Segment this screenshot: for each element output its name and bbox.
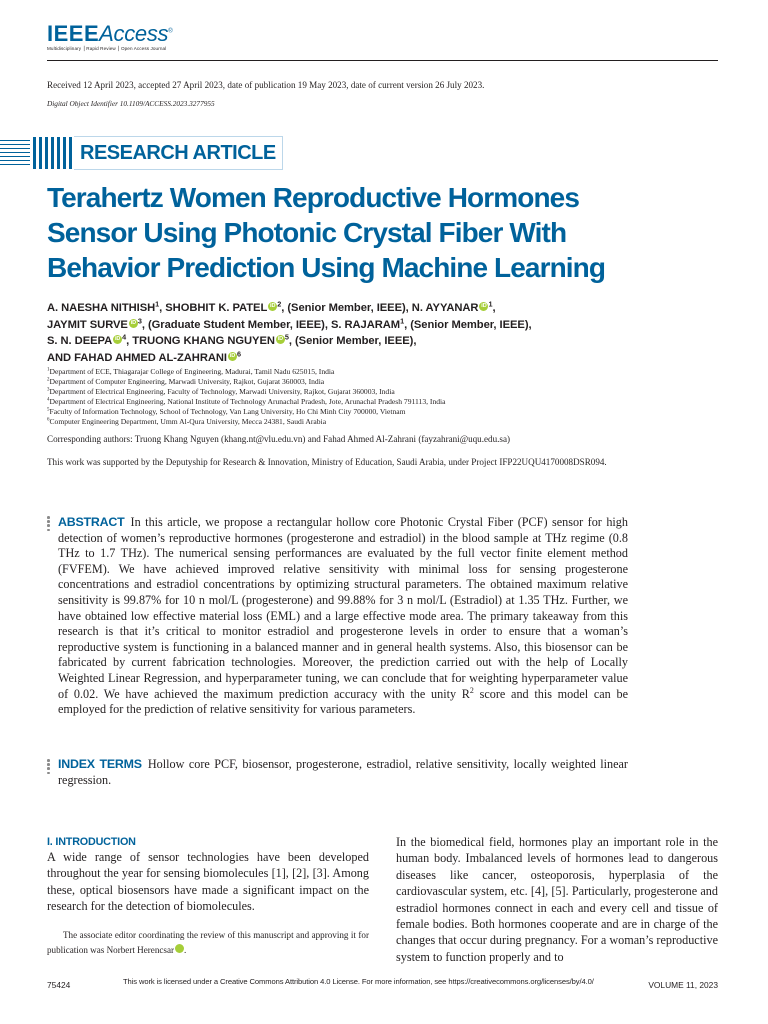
author-name[interactable]: TRUONG KHANG NGUYEN bbox=[132, 335, 275, 348]
journal-logo[interactable] bbox=[47, 22, 173, 54]
editor-footnote: The associate editor coordinating the review of this manuscript and approving it for publication was Norbert Herencsar iD. bbox=[47, 930, 369, 955]
author-name[interactable]: JAYMIT SURVE bbox=[47, 318, 128, 331]
abstract-block: ABSTRACT In this article, we propose a rectangular hollow core Photonic Crystal Fiber (PCF) sensor for high detection of women’s reproductive hormones (progesterone and estradiol) in the blood sample at THz regime (0.8 THz to 1.7 THz). The numerical sensing performances are evaluated by the full vector finite element method (FVFEM). We have achieved improved relative sensitivity with minimal loss for sensing progesterone concentrations and estradiol concentrations by optimizing structural parameters. The obtained maximum relative sensitivity is 99.87% for 10 n mol/L (progesterone) and 99.88% for 3 n mol/L (Estradiol) at 1.35 THz. Further, we have obtained low effective material loss (EML) and a large effective mode area. The primary takeaway from this research is that it’s critical to monitor estradiol and progesterone levels in order to ensure that a woman’s reproductive system is functioning in a balanced manner and in general health systems. Also, this biosensor can be fabricated by current fabrication technologies. Moreover, the prediction carried out with the help of Locally Weighted Linear Regression, and hyperparameter tuning, we can conclude that for weighting hyperparameter value of 0.02. We have achieved the maximum prediction accuracy with the unity $R^2$ score and this model can be employed for the prediction of relative sensitivity for various parameters. bbox=[58, 515, 628, 717]
article-type-banner bbox=[0, 134, 276, 172]
author-name[interactable]: N. AYYANAR bbox=[411, 302, 479, 314]
orcid-icon[interactable]: iD bbox=[229, 352, 236, 359]
affiliation-item: $^2$Department of Computer Engineering, Marwadi University, Rajkot, Gujarat 360003, India bbox=[47, 377, 325, 386]
affiliation-item: $^4$Department of Electrical Engineering, National Institute of Technology Arunachal Pradesh, Jote, Arunachal Pradesh 791113, India bbox=[47, 397, 446, 406]
intro-paragraph-right: In the biomedical field, hormones play an important role in the human body. Imbalanced levels of hormones lead to dangerous diseases like cancer, osteoporosis, hyperplasia of the cardiovascular system, etc. [4], [5]. Particularly, progesterone and estradiol hormones connect in each and every cell and tissue of female bodies. Both hormones cooperate and are in charge of the changes that occur during pregnancy. For a woman’s reproductive system to function properly and to bbox=[396, 835, 718, 964]
abstract-label: ABSTRACT bbox=[58, 515, 125, 529]
journal-tagline: Multidisciplinary ⎟ Rapid Review ⎟ Open Access Journal bbox=[47, 46, 167, 51]
orcid-icon[interactable]: iD bbox=[277, 336, 284, 343]
article-type-label: RESEARCH ARTICLE bbox=[74, 136, 283, 170]
author-name[interactable]: SHOBHIT K. PATEL bbox=[165, 302, 268, 314]
affiliation-item: $^6$Computer Engineering Department, Umm Al-Qura University, Mecca 24381, Saudi Arabia bbox=[47, 417, 327, 426]
doi-line[interactable]: Digital Object Identifier 10.1109/ACCESS.2023.3277955 bbox=[47, 99, 215, 108]
publication-dates: Received 12 April 2023, accepted 27 April 2023, date of publication 19 May 2023, date of current version 26 July 2023. bbox=[47, 80, 485, 90]
left-column bbox=[47, 835, 369, 915]
abstract-dots-icon bbox=[47, 516, 51, 533]
orcid-icon[interactable]: iD bbox=[270, 303, 276, 309]
index-terms-block: INDEX TERMS Hollow core PCF, biosensor, progesterone, estradiol, relative sensitivity, locally weighted linear regression. bbox=[58, 757, 628, 787]
orcid-icon[interactable]: iD bbox=[175, 944, 184, 953]
paper-title: Terahertz Women Reproductive Hormones Sensor Using Photonic Crystal Fiber With Behavior Prediction Using Machine Learning bbox=[47, 182, 606, 283]
banner-stripes-icon bbox=[0, 134, 72, 172]
journal-wordmark: IEEEAccess® bbox=[47, 21, 173, 46]
page-number: 75424 bbox=[47, 980, 71, 990]
section-heading: I. INTRODUCTION bbox=[47, 836, 136, 848]
volume-info: VOLUME 11, 2023 bbox=[648, 980, 718, 990]
header-divider bbox=[47, 60, 718, 61]
intro-paragraph-left: A wide range of sensor technologies have been developed throughout the year for sensing biomolecules [1], [2], [3]. Among these, optical biosensors have made a significant impact on the research for the detection of biomolecules. bbox=[47, 850, 369, 914]
index-terms-label: INDEX TERMS bbox=[58, 757, 142, 771]
affiliation-item: $^1$Department of ECE, Thiagarajar College of Engineering, Madurai, Tamil Nadu 625015, India bbox=[47, 367, 335, 376]
corresponding-authors: Corresponding authors: Truong Khang Nguyen (khang.nt@vlu.edu.vn) and Fahad Ahmed Al-Zahrani (fayzahrani@uqu.edu.sa) bbox=[47, 434, 511, 444]
funding-note: This work was supported by the Deputyship for Research & Innovation, Ministry of Education, Saudi Arabia, under Project IFP22UQU4170008DSR094. bbox=[47, 457, 607, 467]
affiliation-item: $^5$Faculty of Information Technology, School of Technology, Van Lang University, Ho Chi Minh City 700000, Vietnam bbox=[47, 407, 406, 416]
affiliation-list bbox=[47, 367, 707, 427]
author-list: A. NAESHA NITHISH$^1$, SHOBHIT K. PATEL iD $^2$, (Senior Member, IEEE), N. AYYANAR iD $^1$, JAYMIT SURVE iD $^3$, (Graduate Student Member, IEEE), S. RAJARAM$^1$, (Senior Member, IEEE), S. N. DEEPA iD $^4$, TRUONG KHANG NGUYEN iD $^5$, (Senior Member, IEEE), AND FAHAD AHMED AL-ZAHRANI iD $^6$ bbox=[47, 299, 532, 364]
affiliation-item: $^3$Department of Electrical Engineering, Faculty of Technology, Marwadi University, Rajkot, Gujarat 360003, India bbox=[47, 387, 395, 396]
author-name[interactable]: S. N. DEEPA bbox=[47, 335, 113, 348]
author-name[interactable]: S. RAJARAM bbox=[330, 318, 401, 331]
author-name[interactable]: A. NAESHA NITHISH bbox=[47, 302, 156, 314]
orcid-icon[interactable]: iD bbox=[481, 303, 487, 309]
license-notice[interactable]: This work is licensed under a Creative Commons Attribution 4.0 License. For more information, see https://creativecommons.org/licenses/by/4.0/ bbox=[123, 977, 594, 986]
orcid-icon[interactable]: iD bbox=[130, 319, 137, 326]
author-name[interactable]: AND FAHAD AHMED AL-ZAHRANI bbox=[47, 351, 227, 364]
index-terms-dots-icon bbox=[47, 759, 51, 776]
orcid-icon[interactable]: iD bbox=[114, 336, 121, 343]
